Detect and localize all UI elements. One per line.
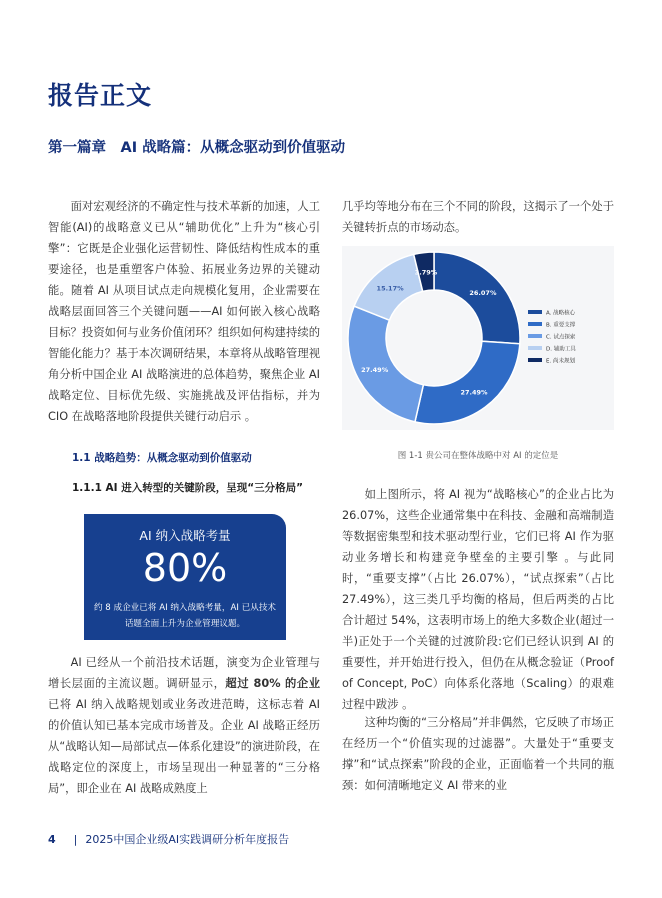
page-title: 报告正文 bbox=[48, 81, 153, 110]
legend-swatch bbox=[528, 334, 542, 338]
chart-caption: 图 1-1 贵公司在整体战略中对 AI 的定位是 bbox=[397, 451, 559, 461]
stat-value: 80% bbox=[142, 546, 228, 590]
body-paragraph-continued: 几乎均等地分布在三个不同的阶段，这揭示了一个处于关键转折点的市场动态。 bbox=[342, 200, 614, 234]
stat-callout-box bbox=[84, 514, 286, 640]
slice-value-label: 27.49% bbox=[361, 366, 389, 375]
paragraph-text: AI 已经从一个前沿技术话题，演变为企业管理与增长层面的主流议题。调研显示， bbox=[48, 656, 320, 690]
legend-label: E. 尚未规划 bbox=[546, 358, 575, 365]
slice-value-label: 26.07% bbox=[469, 289, 497, 298]
slice-value-label: 27.49% bbox=[460, 388, 488, 397]
legend-swatch bbox=[528, 310, 542, 314]
donut-slice-1 bbox=[434, 252, 520, 344]
intro-paragraph: 面对宏观经济的不确定性与技术革新的加速，人工智能(AI)的战略意义已从“辅助优化”上升为“核心引擎”：它既是企业强化运营韧性、降低结构性成本的重要途径，也是重塑客户体验、拓展业务边界的关键动能。随着 AI 从项目试点走向规模化复用，企业需要在战略层面回答三个关键问题——AI 如何嵌入核心战略目标？投资如何与业务价值闭环？组织如何构建持续的智能化能力？基于本次调研结果，本章将从战略管理视角分析中国企业 AI 战略演进的总体趋势，聚焦企业 AI 战略定位、目标优先级、实施挑战及评估指标，并为 CIO 在战略落地阶段提供关键行动启示 。 bbox=[48, 200, 320, 423]
donut-chart bbox=[342, 246, 614, 430]
legend-swatch bbox=[528, 322, 542, 326]
stat-description: 约 8 成企业已将 AI 纳入战略考量，AI 已从技术话题全面上升为企业管理议题。 bbox=[93, 603, 277, 629]
body-paragraph-2 bbox=[48, 652, 320, 799]
legend-label: A. 战略核心 bbox=[546, 310, 576, 317]
paragraph-emphasis: 超过 80% 的企业 bbox=[225, 677, 320, 690]
legend-label: D. 辅助工具 bbox=[546, 346, 576, 353]
footer-report-title: 2025中国企业级AI实践调研分析年度报告 bbox=[85, 833, 290, 846]
chapter-title: 第一篇章 AI 战略篇：从概念驱动到价值驱动 bbox=[48, 140, 346, 156]
legend-label: B. 重要支撑 bbox=[546, 322, 576, 329]
donut-slice-2 bbox=[415, 341, 520, 424]
page-footer bbox=[48, 831, 289, 847]
donut-chart-panel bbox=[342, 246, 614, 430]
paragraph-text: 已将 AI 纳入战略规划或业务改进范畴，这标志着 AI 的价值认知已基本完成市场普及。企业 AI 战略正经历从“战略认知—局部试点—体系化建设”的演进阶段，在战略定位的深度上，市场呈现出一种显著的“三分格局”，即企业在 AI 战略成熟度上 bbox=[48, 698, 320, 795]
slice-value-label: 15.17% bbox=[376, 284, 404, 293]
body-paragraph-4: 这种均衡的“三分格局”并非偶然，它反映了市场正在经历一个“价值实现的过滤器”。大量处于“重要支撑”和“试点探索”阶段的企业，正面临着一个共同的瓶颈：如何清晰地定义 AI 带来的业 bbox=[342, 716, 614, 792]
section-heading-1-1-1: 1.1.1 AI 进入转型的关键阶段，呈现“三分格局” bbox=[72, 482, 304, 494]
legend-swatch bbox=[528, 346, 542, 350]
donut-slice-3 bbox=[348, 306, 423, 422]
footer-separator: | bbox=[73, 833, 78, 846]
stat-label: AI 纳入战略考量 bbox=[139, 528, 231, 543]
legend-label: C. 试点探索 bbox=[546, 334, 576, 341]
legend-swatch bbox=[528, 358, 542, 362]
page-number: 4 bbox=[48, 833, 56, 846]
slice-value-label: 3.79% bbox=[414, 268, 438, 277]
section-heading-1-1: 1.1 战略趋势：从概念驱动到价值驱动 bbox=[72, 452, 252, 464]
body-paragraph-3: 如上图所示，将 AI 视为“战略核心”的企业占比为 26.07%，这些企业通常集中在科技、金融和高端制造等数据密集型和技术驱动型行业，它们已将 AI 作为驱动业务增长和构建竞争壁垒的主要引擎 。与此同时，“重要支撑”（占比 26.07%），“试点探索”（占比 27.49%），这三类几乎均衡的格局，但后两类的占比合计超过 54%，这表明市场上的绝大多数企业(超过一半)正处于一个关键的过渡阶段:它们已经认识到 AI 的重要性，并开始进行投入，但仍在从概念验证（Proof of Concept, PoC）向体系化落地（Scaling）的艰难过程中跋涉 。 bbox=[342, 488, 614, 711]
